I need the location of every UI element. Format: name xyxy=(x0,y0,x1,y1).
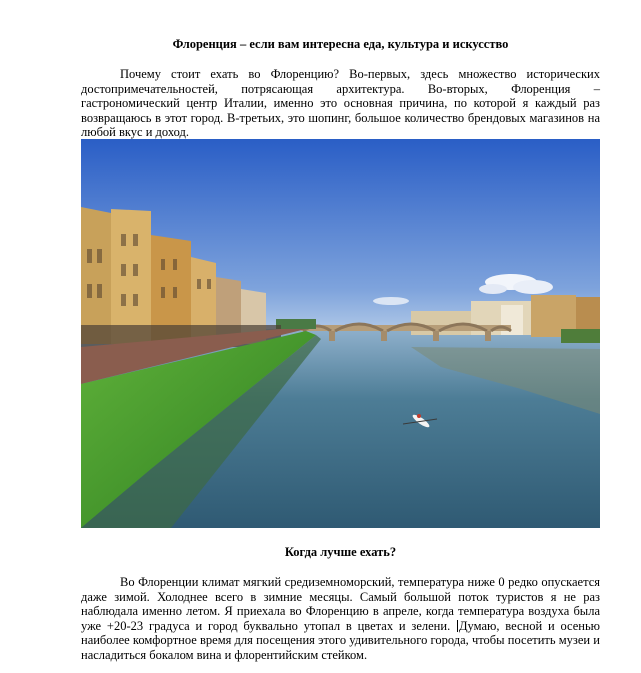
florence-river-photo xyxy=(81,139,600,528)
section-title: Когда лучше ехать? xyxy=(284,545,397,559)
text-cursor-icon xyxy=(457,620,458,632)
section-paragraph xyxy=(81,575,600,663)
page-title: Флоренция – если вам интересна еда, культура и искусство xyxy=(172,37,509,51)
section-text-part-a: Во Флоренции климат мягкий средиземноморский, температура ниже 0 редко опускается даже зимой. Холоднее всего в зимние месяцы. Самый большой поток туристов я не раз наблюдала именно летом. Я приехала во Флоренцию в апреле, когда температура воздуха была уже +20-23 градуса и город буквально утопал в цветах и зелени. xyxy=(81,575,600,633)
intro-paragraph: Почему стоит ехать во Флоренцию? Во-первых, здесь множество исторических достопримечательностей, потрясающая архитектура. Во-вторых, Флоренция – гастрономический центр Италии, именно это основная причина, по которой я каждый раз возвращаюсь в этот город. В-третьих, это шопинг, большое количество брендовых магазинов на любой вкус и доход. xyxy=(81,67,600,140)
section-text-part-b: Думаю, весной и осенью наиболее комфортное время для посещения этого удивительного города, чтобы посетить музеи и насладиться бокалом вина и флорентийским стейком. xyxy=(81,618,600,662)
